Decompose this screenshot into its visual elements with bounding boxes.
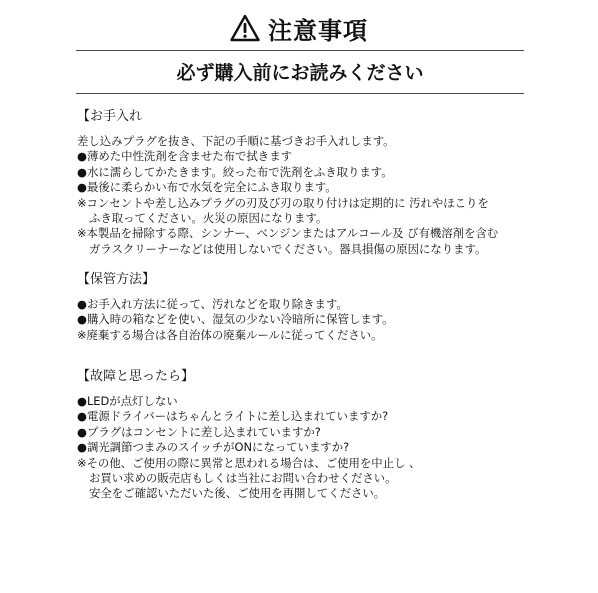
instruction-line: ●水に濡らしてかたきます。絞った布で洗剤をふき取ります。 [77, 164, 393, 179]
top-divider [76, 50, 524, 51]
troubleshooting-checklist [77, 394, 547, 502]
note-line: ※廃棄する場合は各自治体の廃棄ルールに従ってください。 [77, 327, 383, 342]
note-line: ※コンセントや差し込みプラグの刃及び刃の取り付けは定期的に 汚れやほこりを [77, 195, 489, 210]
note-line: ガラスクリーナーなどは使用しないでください。器具損傷の原因になります。 [89, 241, 487, 256]
instruction-line: ●購入時の箱などを使い、湿気の少ない冷暗所に保管します。 [77, 312, 394, 327]
section-heading-troubleshooting: 【故障と思ったら】 [77, 369, 195, 384]
section-heading-storage: 【保管方法】 [77, 272, 156, 287]
troubleshooting-section [77, 369, 547, 502]
note-line: お買い求めの販売店もしくは当社にお問い合わせください。 [89, 471, 397, 486]
care-instructions [77, 134, 547, 257]
page-header [0, 10, 598, 46]
checklist-item: ●プラグはコンセントに差し込まれていますか? [77, 424, 321, 439]
instruction-line: ●最後に柔らかい布で水気を完全にふき取ります。 [77, 180, 337, 195]
instruction-line: ●お手入れ方法に従って、汚れなどを取り除きます。 [77, 297, 348, 311]
note-line: ※その他、ご使用の際に異常と思われる場合は、ご使用を中止し 、 [77, 455, 421, 470]
note-line: ふき取ってください。火災の原因になります。 [89, 211, 328, 226]
checklist-item: ●電源ドライバーはちゃんとライトに差し込まれていますか? [77, 409, 389, 424]
checklist-item: ●LEDが点灯しない [77, 394, 178, 408]
instruction-line: 差し込みプラグを抜き、下記の手順に基づきお手入れします。 [77, 134, 395, 148]
note-line: ※本製品を掃除する際、シンナー、ベンジンまたはアルコール及 び有機溶剤を含む [77, 226, 499, 241]
page-subtitle: 必ず購入前にお読みください [176, 62, 424, 84]
checklist-item: ●調光調節つまみのスイッチがONになっていますか? [77, 440, 350, 455]
page-title: 注意事項 [268, 16, 368, 45]
bottom-divider [76, 93, 524, 94]
storage-instructions [77, 297, 547, 343]
note-line: 安全をご確認いただいた後、ご使用を再開してください。 [89, 486, 386, 501]
warning-triangle-icon [230, 14, 260, 42]
storage-section [77, 272, 547, 343]
section-heading-care: 【お手入れ [77, 109, 143, 124]
instruction-line: ●薄めた中性洗剤を含ませた布で拭きます [77, 149, 292, 164]
care-section [77, 109, 547, 257]
